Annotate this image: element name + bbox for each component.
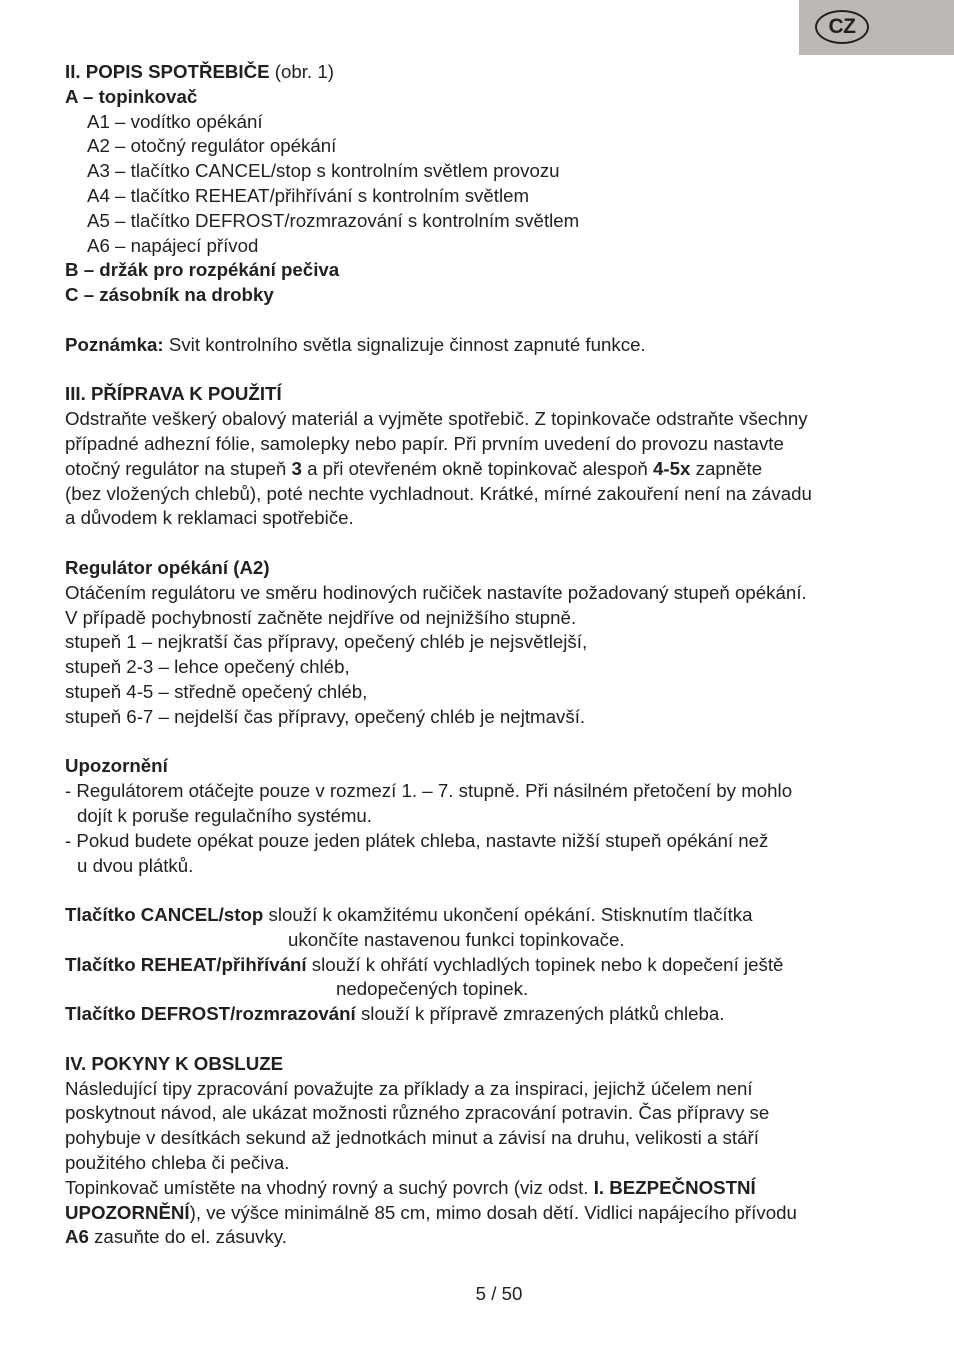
reheat-button-description-cont: nedopečených topinek. (336, 978, 529, 1000)
item-c: C – zásobník na drobky (65, 284, 274, 306)
section4-line: pohybuje v desítkách sekund až jednotkách minut a závisí na druhu, velikosti a stáří (65, 1127, 759, 1149)
section4-line: UPOZORNĚNÍ), ve výšce minimálně 85 cm, mimo dosah dětí. Vidlici napájecího přívodu (65, 1201, 797, 1223)
section4-line: použitého chleba či pečiva. (65, 1152, 290, 1174)
section3-line: případné adhezní fólie, samolepky nebo papír. Při prvním uvedení do provozu nastavte (65, 432, 784, 454)
warning-item-continuation: dojít k poruše regulačního systému. (77, 804, 373, 826)
spacer (65, 531, 895, 556)
section2-title: II. POPIS SPOTŘEBIČE (65, 61, 270, 82)
warning-title: Upozornění (65, 755, 168, 777)
language-badge: CZ (815, 10, 869, 44)
section2-title-suffix: (obr. 1) (269, 61, 334, 82)
section4-line: poskytnout návod, ale ukázat možnosti různého zpracování potravin. Čas přípravy se (65, 1102, 770, 1124)
spacer (65, 1027, 895, 1052)
section3-title: III. PŘÍPRAVA K POUŽITÍ (65, 383, 282, 405)
warning-item: - Regulátorem otáčejte pouze v rozmezí 1. – 7. stupně. Při násilném přetočení by mohlo (65, 780, 793, 802)
warning-item: - Pokud budete opékat pouze jeden plátek chleba, nastavte nižší stupeň opékání než (65, 829, 769, 851)
section4-line: Následující tipy zpracování považujte za příklady a za inspiraci, jejichž účelem není (65, 1077, 753, 1099)
item-a: A – topinkovač (65, 85, 198, 107)
cancel-button-label: Tlačítko CANCEL/stop (65, 904, 264, 926)
page-number: 5 / 50 (475, 1283, 523, 1304)
regulator-line: stupeň 4-5 – středně opečený chléb, (65, 680, 368, 702)
spacer (65, 308, 895, 333)
cancel-button-description: Tlačítko CANCEL/stop slouží k okamžitému ukončení opékání. Stisknutím tlačítka (65, 904, 753, 926)
section3-line: otočný regulátor na stupeň 3 a při otevřeném okně topinkovač alespoň 4-5x zapněte (65, 457, 763, 479)
regulator-line: stupeň 2-3 – lehce opečený chléb, (65, 656, 350, 678)
note-text: Svit kontrolního světla signalizuje činnost zapnuté funkce. (163, 333, 646, 355)
section3-line: (bez vložených chlebů), poté nechte vychladnout. Krátké, mírné zakouření není na závadu (65, 482, 812, 504)
sub-item-a4: A4 – tlačítko REHEAT/přihřívání s kontrolním světlem (87, 184, 530, 206)
sub-item-a5: A5 – tlačítko DEFROST/rozmrazování s kontrolním světlem (87, 209, 580, 231)
spacer (65, 358, 895, 383)
section4-line: Topinkovač umístěte na vhodný rovný a suchý povrch (viz odst. I. BEZPEČNOSTNÍ (65, 1176, 756, 1198)
section4-line: A6 zasuňte do el. zásuvky. (65, 1226, 287, 1248)
note-paragraph (65, 333, 895, 358)
section3-line: Odstraňte veškerý obalový materiál a vyjměte spotřebič. Z topinkovače odstraňte všechny (65, 408, 808, 430)
section2-heading (65, 60, 895, 85)
manual-page-content (65, 60, 895, 1250)
defrost-button-description: Tlačítko DEFROST/rozmrazování slouží k přípravě zmrazených plátků chleba. (65, 1003, 725, 1025)
section3-line: a důvodem k reklamaci spotřebiče. (65, 507, 354, 529)
regulator-line: V případě pochybností začněte nejdříve od nejnižšího stupně. (65, 606, 577, 628)
sub-item-a6: A6 – napájecí přívod (87, 234, 259, 256)
regulator-line: stupeň 1 – nejkratší čas přípravy, opečený chléb je nejsvětlejší, (65, 631, 588, 653)
warning-item-continuation: u dvou plátků. (77, 854, 194, 876)
spacer (65, 878, 895, 903)
section4-title: IV. POKYNY K OBSLUZE (65, 1052, 284, 1074)
regulator-title: Regulátor opékání (A2) (65, 556, 270, 578)
regulator-line: stupeň 6-7 – nejdelší čas přípravy, opečený chléb je nejtmavší. (65, 705, 586, 727)
reheat-button-label: Tlačítko REHEAT/přihřívání (65, 953, 307, 975)
item-b: B – držák pro rozpékání pečiva (65, 259, 340, 281)
reheat-button-description: Tlačítko REHEAT/přihřívání slouží k ohřátí vychladlých topinek nebo k dopečení ještě (65, 953, 784, 975)
sub-item-a3: A3 – tlačítko CANCEL/stop s kontrolním světlem provozu (87, 160, 560, 182)
cancel-button-description-cont: ukončíte nastavenou funkci topinkovače. (288, 928, 625, 950)
spacer (65, 730, 895, 755)
sub-item-a1: A1 – vodítko opékání (87, 110, 263, 132)
defrost-button-label: Tlačítko DEFROST/rozmrazování (65, 1003, 356, 1025)
language-tab (799, 0, 954, 55)
note-label: Poznámka: (65, 333, 164, 355)
regulator-line: Otáčením regulátoru ve směru hodinových ručiček nastavíte požadovaný stupeň opékání. (65, 581, 807, 603)
sub-item-a2: A2 – otočný regulátor opékání (87, 135, 337, 157)
